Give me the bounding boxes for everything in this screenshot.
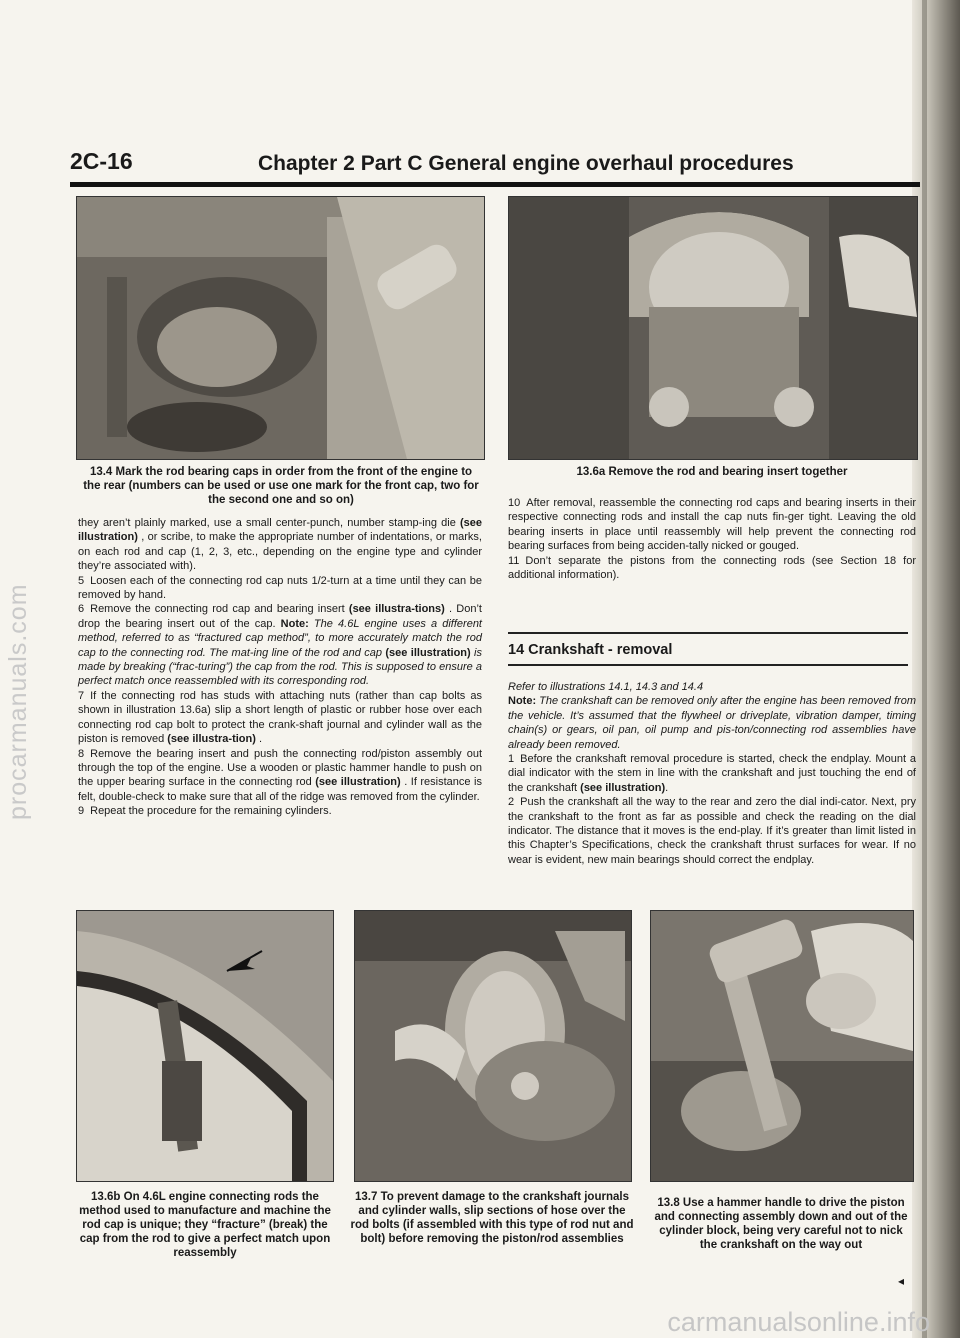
caption-13-6a: 13.6a Remove the rod and bearing insert together [576,466,848,478]
step-14-1: 1 Before the crankshaft removal procedure is started, check the endplay. Mount a dial indicator with the stem in line with the crankshaft and just touching the end of the crankshaft (see illustration). [508,753,916,794]
step-9: 9 Repeat the procedure for the remaining cylinders. [78,805,332,818]
caption-13-4: 13.4 Mark the rod bearing caps in order from the front of the engine to the rear (numbers can be used or use one mark for the front cap, two for the second one and so on) [83,466,479,506]
right-column-top-text [508,496,916,582]
page-title: Chapter 2 Part C General engine overhaul procedures [258,152,794,175]
section-rule-top [508,632,908,634]
paragraph-intro: they aren’t plainly marked, use a small center-punch, number stamp-ing die (see illustration) , or scribe, to make the appropriate number of indentations, or marks, on each rod and cap (1, 2, 3, etc., depending on the engine type and cylinder they’re associated with). [78,517,482,573]
right-column-section-text [508,680,916,867]
caption-13-7: 13.7 To prevent damage to the crankshaft journals and cylinder walls, slip sections of hose over the rod bolts (if assembled with this type of rod nut and bolt) before removing the piston/rod assemblies [350,1191,634,1245]
photo-13-6b [76,910,334,1182]
header-rule [70,182,920,187]
watermark-bottom: carmanualsonline.info [667,1307,930,1337]
step-8: 8 Remove the bearing insert and push the connecting rod/piston assembly out through the top of the engine. Use a wooden or plastic hammer handle to push on the upper bearing surface in the connecting rod (see illustration) . If resistance is felt, double-check to make sure that all of the ridge was removed from the cylinder. [78,747,482,803]
photo-13-6a [508,196,918,460]
step-11: 11 Don’t separate the pistons from the connecting rods (see Section 18 for additional information). [508,554,916,582]
photo-13-4 [76,196,485,460]
caption-13-8: 13.8 Use a hammer handle to drive the piston and connecting assembly down and out of the cylinder block, being very careful not to nick the crankshaft on the way out [654,1197,908,1251]
step-5: 5 Loosen each of the connecting rod cap nuts 1/2-turn at a time until they can be removed by hand. [78,574,482,602]
section-rule-bottom [508,664,908,666]
page-edge-strip [912,0,960,1338]
step-7: 7 If the connecting rod has studs with attaching nuts (rather than cap bolts as shown in illustration 13.6a) slip a short length of plastic or rubber hose over each connecting rod cap bolt to protect the crank-shaft journal and cylinder wall as the piston is removed (see illustra-tion) . [78,689,482,746]
page-number: 2C-16 [70,148,133,174]
note: Note: The crankshaft can be removed only after the engine has been removed from the vehicle. It’s assumed that the flywheel or driveplate, vibration damper, timing chain(s) or gears, oil pan, oil pump and pis-ton/connecting rod assemblies have already been removed. [508,695,916,751]
refer-line: Refer to illustrations 14.1, 14.3 and 14.4 [508,681,704,693]
photo-13-7 [354,910,632,1182]
step-6: 6 Remove the connecting rod cap and bearing insert (see illustra-tions) . Don’t drop the bearing insert out of the cap. Note: The 4.6L engine uses a different method, referred to as “fractured cap method”, to more accurately match the rod cap to the connecting rod. The mat-ing line of the rod and cap (see illustration) is made by breaking (“frac-turing”) the cap from the rod. This is supposed to ensure a perfect match once reassembled with its corresponding rod. [78,603,482,688]
step-14-2: 2 Push the crankshaft all the way to the rear and zero the dial indi-cator. Next, pry the crankshaft to the front as far as possible and check the reading on the dial indicator. The distance that it moves is the end-play. If it’s greater than limit listed in this Chapter’s Specifications, check the crankshaft thrust surfaces for wear. If no wear is evident, new main bearings should correct the endplay. [508,796,916,866]
watermark-left: procarmanuals.com [4,583,32,820]
photo-13-8 [650,910,914,1182]
step-10: 10 After removal, reassemble the connecting rod caps and bearing inserts in their respective connecting rods and install the cap nuts fin-ger tight. Leaving the old bearing inserts in place until reassembly will help prevent the connecting rod bearing surfaces from being acciden-tally nicked or gouged. [508,497,916,553]
continue-arrow-icon: ◂ [898,1274,905,1288]
caption-13-6b: 13.6b On 4.6L engine connecting rods the method used to manufacture and machine the rod cap is unique; they “fracture” (break) the cap from the rod to give a perfect match upon reassembly [79,1191,331,1259]
section-title: 14 Crankshaft - removal [508,642,673,658]
left-column-text [78,516,482,819]
